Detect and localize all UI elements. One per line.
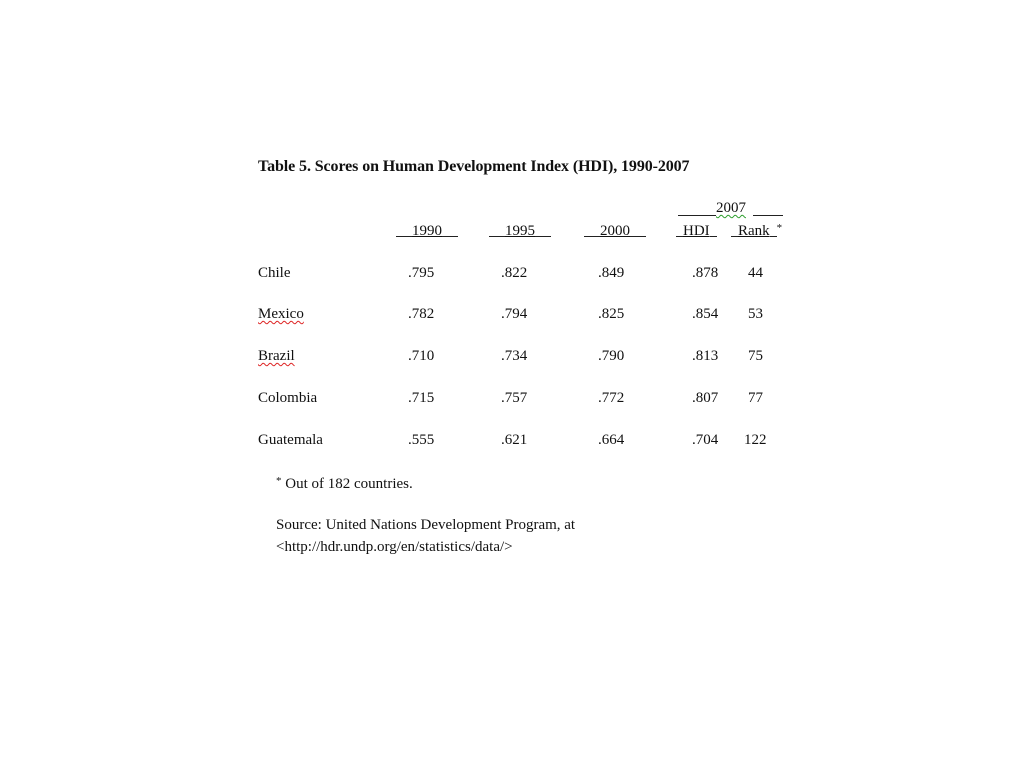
column-header-1990: 1990 — [396, 223, 458, 240]
cell-2000: .825 — [598, 306, 625, 322]
group-header-rule-left — [678, 215, 716, 216]
cell-rank: 122 — [744, 432, 767, 448]
cell-1990: .555 — [408, 432, 435, 448]
cell-hdi: .813 — [692, 348, 719, 364]
cell-1995: .822 — [501, 265, 528, 281]
table-title: Table 5. Scores on Human Development Index (HDI), 1990-2007 — [258, 158, 690, 175]
cell-2000: .790 — [598, 348, 625, 364]
cell-rank: 44 — [748, 265, 763, 281]
footnote-mark: * — [276, 475, 282, 487]
cell-hdi: .878 — [692, 265, 719, 281]
cell-2000: .664 — [598, 432, 625, 448]
cell-1990: .710 — [408, 348, 435, 364]
group-header-rule-right — [753, 215, 783, 216]
cell-1995: .734 — [501, 348, 528, 364]
column-header-2000: 2000 — [584, 223, 646, 240]
cell-1990: .715 — [408, 390, 435, 406]
cell-rank: 75 — [748, 348, 763, 364]
cell-hdi: .854 — [692, 306, 719, 322]
source-line-1: Source: United Nations Development Program, at — [276, 517, 576, 533]
footnote — [276, 476, 413, 493]
row-country: Guatemala — [258, 432, 323, 448]
cell-1995: .794 — [501, 306, 528, 322]
cell-rank: 77 — [748, 390, 763, 406]
footnote-text: Out of 182 countries. — [281, 476, 413, 492]
row-country: Chile — [258, 265, 291, 281]
row-country: Brazil — [258, 348, 295, 364]
row-country: Mexico — [258, 306, 304, 322]
cell-rank: 53 — [748, 306, 763, 322]
source-url: <http://hdr.undp.org/en/statistics/data/> — [276, 539, 513, 555]
cell-hdi: .704 — [692, 432, 719, 448]
cell-2000: .849 — [598, 265, 625, 281]
cell-1995: .757 — [501, 390, 528, 406]
cell-1995: .621 — [501, 432, 528, 448]
row-country: Colombia — [258, 390, 318, 406]
cell-hdi: .807 — [692, 390, 719, 406]
rank-footnote-mark: * — [776, 222, 783, 234]
column-header-rank: Rank * — [731, 223, 782, 240]
group-header-2007: 2007 — [716, 200, 746, 216]
column-header-1995: 1995 — [489, 223, 551, 240]
cell-1990: .795 — [408, 265, 435, 281]
cell-2000: .772 — [598, 390, 625, 406]
column-header-hdi: HDI — [676, 223, 717, 240]
cell-1990: .782 — [408, 306, 435, 322]
